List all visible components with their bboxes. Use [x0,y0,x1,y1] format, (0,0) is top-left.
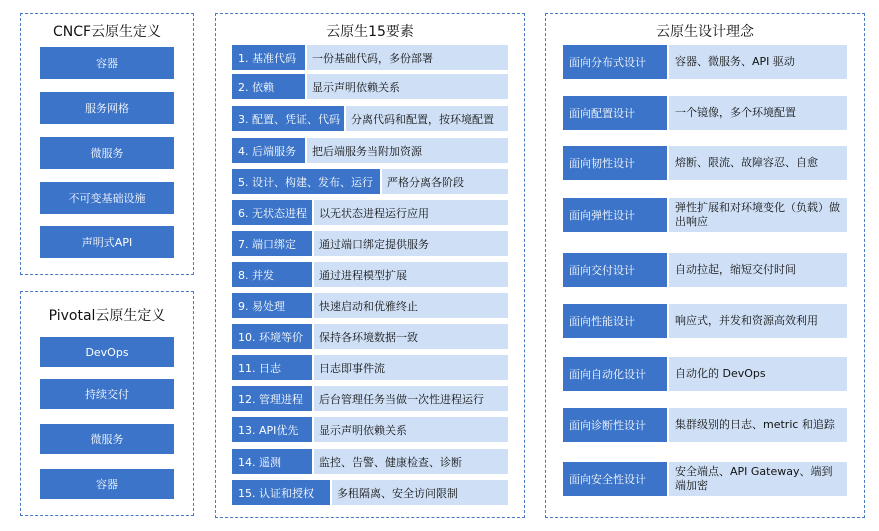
principle-label: 面向安全性设计 [563,462,667,496]
factor-label: 15. 认证和授权 [232,480,330,505]
factor-label: 12. 管理进程 [232,386,312,411]
factor-label: 1. 基准代码 [232,45,305,70]
principle-desc: 响应式，并发和资源高效利用 [669,304,847,338]
factor-label: 5. 设计、构建、发布、运行 [232,169,380,194]
pivotal-item: 持续交付 [40,379,174,409]
factor-row [232,138,508,163]
factor-label: 4. 后端服务 [232,138,305,163]
factor-label: 10. 环境等价 [232,324,312,349]
factor-desc: 监控、告警、健康检查、诊断 [314,449,508,474]
principle-desc: 安全端点、API Gateway、端到端加密 [669,462,847,496]
factor-desc: 以无状态进程运行应用 [314,200,508,225]
factor-row [232,386,508,411]
principle-label: 面向性能设计 [563,304,667,338]
factor-row [232,106,508,131]
principles-title: 云原生设计理念 [656,24,754,40]
cncf-item: 容器 [40,47,174,79]
pivotal-item: 微服务 [40,424,174,454]
factor-row [232,355,508,380]
principle-label: 面向自动化设计 [563,357,667,391]
cncf-title: CNCF云原生定义 [52,24,162,40]
factor-row [232,324,508,349]
factor-row [232,417,508,442]
factor-desc: 保持各环境数据一致 [314,324,508,349]
factor-label: 13. API优先 [232,417,312,442]
factor-desc: 日志即事件流 [314,355,508,380]
factor-row [232,74,508,99]
principle-label: 面向诊断性设计 [563,408,667,442]
factor-row [232,45,508,70]
principle-label: 面向交付设计 [563,253,667,287]
factor-label: 9. 易处理 [232,293,312,318]
factor-label: 11. 日志 [232,355,312,380]
factor-desc: 快速启动和优雅终止 [314,293,508,318]
principle-desc: 弹性扩展和对环境变化（负载）做出响应 [669,198,847,232]
principle-row [563,96,847,130]
cncf-item: 声明式API [40,226,174,258]
factor-label: 8. 并发 [232,262,312,287]
factor-desc: 一份基础代码，多份部署 [307,45,508,70]
factor-row [232,480,508,505]
factor-row [232,231,508,256]
principle-desc: 一个镜像，多个环境配置 [669,96,847,130]
principle-row [563,304,847,338]
principle-label: 面向韧性设计 [563,146,667,180]
factors-title: 云原生15要素 [326,24,414,40]
factor-label: 2. 依赖 [232,74,305,99]
principle-row [563,45,847,79]
factor-desc: 通过端口绑定提供服务 [314,231,508,256]
principle-label: 面向分布式设计 [563,45,667,79]
factor-desc: 多租隔离、安全访问限制 [332,480,508,505]
factor-row [232,169,508,194]
principle-label: 面向弹性设计 [563,198,667,232]
pivotal-title: Pivotal云原生定义 [48,308,166,324]
cncf-item: 微服务 [40,137,174,169]
factor-label: 3. 配置、凭证、代码 [232,106,344,131]
pivotal-item: 容器 [40,469,174,499]
principle-row [563,462,847,496]
factor-desc: 通过进程模型扩展 [314,262,508,287]
factor-label: 7. 端口绑定 [232,231,312,256]
factor-desc: 把后端服务当附加资源 [307,138,508,163]
principle-row [563,253,847,287]
factor-label: 14. 遥测 [232,449,312,474]
pivotal-item: DevOps [40,337,174,367]
principle-desc: 集群级别的日志、metric 和追踪 [669,408,847,442]
factor-desc: 后台管理任务当做一次性进程运行 [314,386,508,411]
principle-row [563,408,847,442]
principle-desc: 自动拉起，缩短交付时间 [669,253,847,287]
principle-desc: 熔断、限流、故障容忍、自愈 [669,146,847,180]
factor-row [232,449,508,474]
factor-row [232,262,508,287]
principle-row [563,357,847,391]
cncf-item: 服务网格 [40,92,174,124]
cncf-item: 不可变基础设施 [40,182,174,214]
factor-row [232,293,508,318]
factor-desc: 显示声明依赖关系 [314,417,508,442]
principle-desc: 自动化的 DevOps [669,357,847,391]
factor-desc: 显示声明依赖关系 [307,74,508,99]
factor-row [232,200,508,225]
factor-desc: 分离代码和配置，按环境配置 [346,106,508,131]
principle-label: 面向配置设计 [563,96,667,130]
principle-row [563,198,847,232]
factor-label: 6. 无状态进程 [232,200,312,225]
principle-desc: 容器、微服务、API 驱动 [669,45,847,79]
principle-row [563,146,847,180]
factor-desc: 严格分离各阶段 [382,169,508,194]
